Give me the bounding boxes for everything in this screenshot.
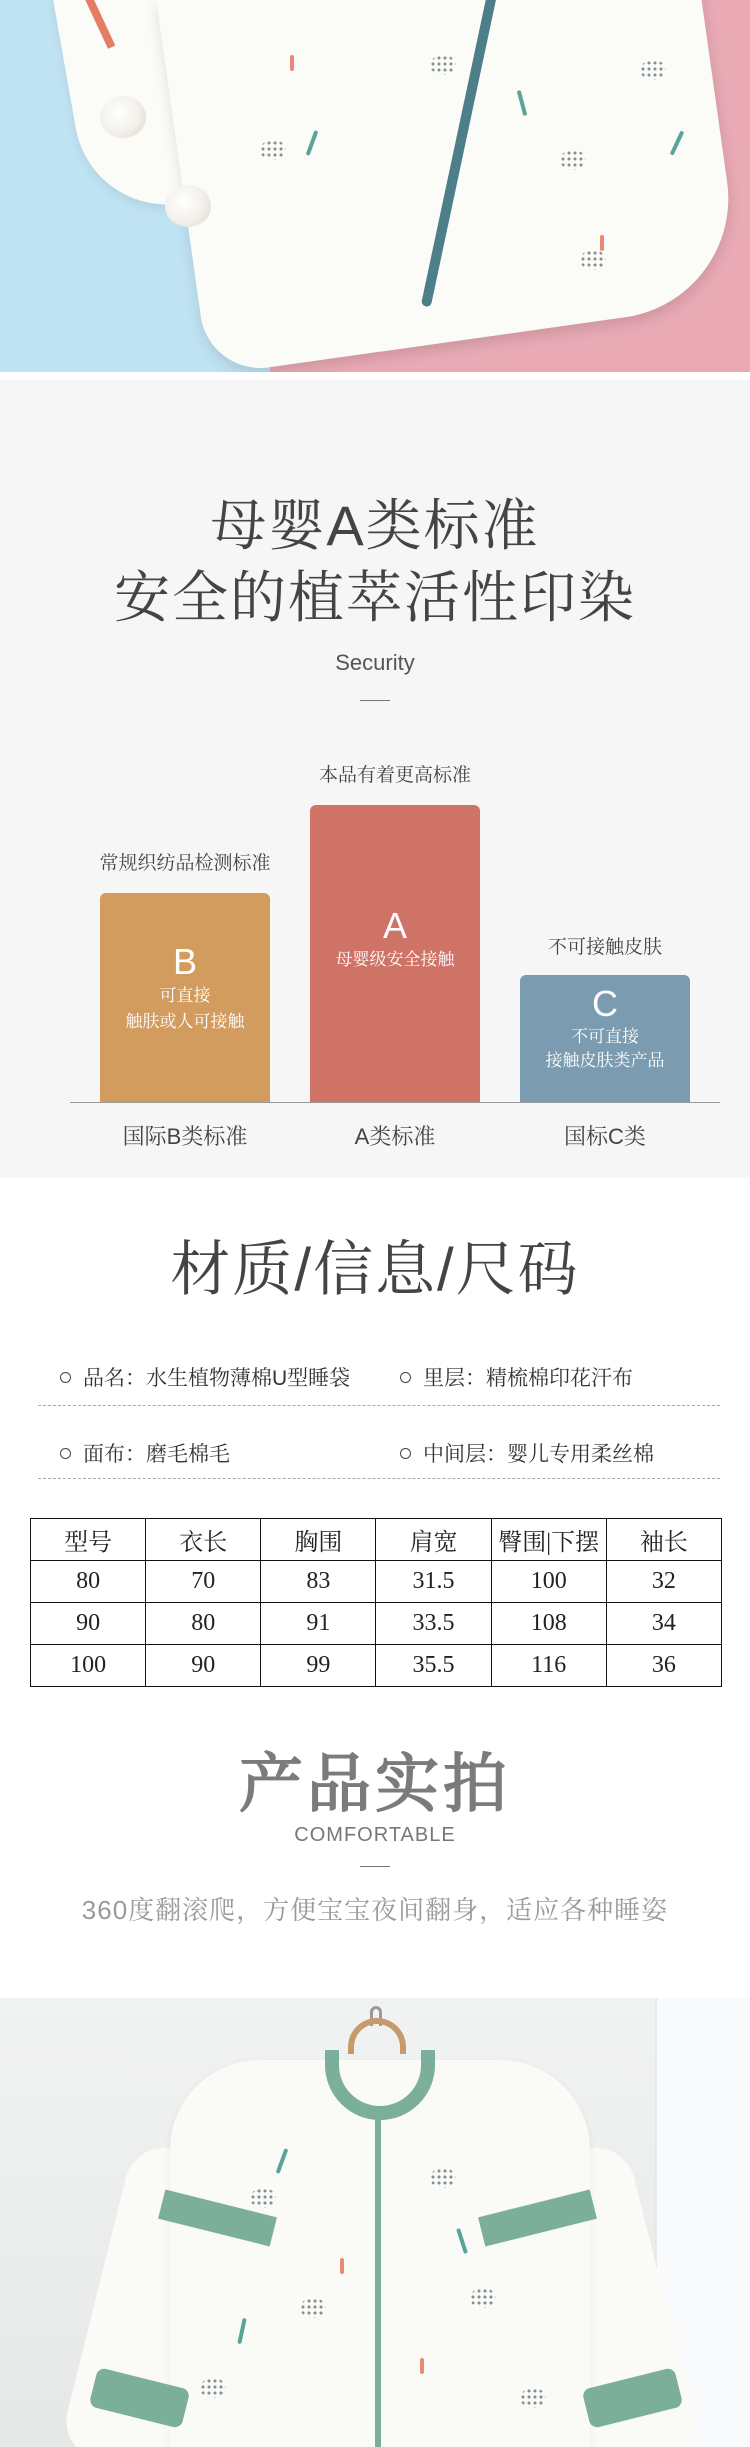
bar-b-caption: 常规织纺品检测标准 bbox=[99, 853, 271, 874]
bar-a-caption: 本品有着更高标准 bbox=[318, 765, 471, 786]
bar-a-text: 母婴级安全接触 bbox=[335, 950, 455, 969]
photos-description: 360度翻滚爬，方便宝宝夜间翻身，适应各种睡姿 bbox=[81, 1895, 669, 1925]
pattern-sprig bbox=[420, 2358, 424, 2374]
table-cell: 90 bbox=[146, 1645, 261, 1687]
table-cell: 35.5 bbox=[376, 1645, 491, 1687]
info-text: 面布：磨毛棉毛 bbox=[83, 1443, 230, 1466]
table-cell: 70 bbox=[146, 1561, 261, 1603]
pattern-dots bbox=[300, 2298, 326, 2318]
divider bbox=[360, 700, 390, 701]
table-cell: 108 bbox=[491, 1603, 606, 1645]
pattern-dots bbox=[250, 2188, 276, 2208]
bar-a bbox=[310, 805, 480, 1102]
info-item-name bbox=[60, 1362, 350, 1392]
table-cell: 31.5 bbox=[376, 1561, 491, 1603]
chart-baseline bbox=[70, 1102, 720, 1103]
table-cell: 36 bbox=[606, 1645, 721, 1687]
pattern-dots bbox=[520, 2388, 546, 2408]
table-header-cell: 型号 bbox=[31, 1519, 146, 1561]
table-cell: 116 bbox=[491, 1645, 606, 1687]
bar-b-axis-label: 国际B类标准 bbox=[122, 1124, 248, 1149]
product-photo bbox=[0, 1998, 750, 2447]
table-cell: 100 bbox=[491, 1561, 606, 1603]
info-text: 品名：水生植物薄棉U型睡袋 bbox=[83, 1367, 351, 1390]
pattern-dots bbox=[470, 2288, 496, 2308]
pattern-dots bbox=[430, 55, 456, 75]
info-text: 里层：精梳棉印花汗布 bbox=[423, 1367, 633, 1390]
table-header-row bbox=[31, 1519, 722, 1561]
table-cell: 99 bbox=[261, 1645, 376, 1687]
pattern-sprig bbox=[600, 235, 604, 251]
bar-c-letter: C bbox=[592, 983, 618, 1024]
bar-c-text: 不可直接 接触皮肤类产品 bbox=[545, 1027, 665, 1070]
table-cell: 90 bbox=[31, 1603, 146, 1645]
security-title-line1: 母婴A类标准 bbox=[210, 494, 540, 557]
hero-product-photo bbox=[0, 0, 750, 372]
table-row bbox=[31, 1561, 722, 1603]
photos-title: 产品实拍 bbox=[239, 1748, 511, 1820]
security-section bbox=[0, 380, 750, 1178]
divider bbox=[360, 1866, 390, 1867]
bullet-icon bbox=[60, 1448, 71, 1459]
pattern-dots bbox=[560, 150, 586, 170]
pattern-dots bbox=[430, 2168, 456, 2188]
table-cell: 80 bbox=[31, 1561, 146, 1603]
bar-c-axis-label: 国标C类 bbox=[564, 1124, 646, 1149]
table-cell: 33.5 bbox=[376, 1603, 491, 1645]
material-title: 材质/信息/尺码 bbox=[170, 1236, 580, 1303]
bullet-icon bbox=[400, 1372, 411, 1383]
security-title-line2: 安全的植萃活性印染 bbox=[114, 566, 636, 629]
pattern-dots bbox=[200, 2378, 226, 2398]
bar-b bbox=[100, 893, 270, 1102]
table-cell: 34 bbox=[606, 1603, 721, 1645]
cotton-ball-2 bbox=[165, 185, 211, 227]
pattern-sprig bbox=[290, 55, 294, 71]
bar-a-letter: A bbox=[382, 905, 407, 946]
table-header-cell: 袖长 bbox=[606, 1519, 721, 1561]
table-row bbox=[31, 1645, 722, 1687]
table-header-cell: 肩宽 bbox=[376, 1519, 491, 1561]
bar-b-letter: B bbox=[172, 941, 197, 982]
table-header-cell: 衣长 bbox=[146, 1519, 261, 1561]
pattern-dots bbox=[580, 250, 606, 270]
security-subtitle: Security bbox=[335, 650, 415, 675]
table-row bbox=[31, 1603, 722, 1645]
table-cell: 32 bbox=[606, 1561, 721, 1603]
info-text: 中间层：婴儿专用柔丝棉 bbox=[423, 1443, 654, 1466]
table-cell: 83 bbox=[261, 1561, 376, 1603]
size-table bbox=[30, 1518, 722, 1687]
table-header-cell: 胸围 bbox=[261, 1519, 376, 1561]
table-header-cell: 臀围|下摆 bbox=[491, 1519, 606, 1561]
garment-zipper bbox=[375, 2108, 381, 2447]
pattern-sprig bbox=[340, 2258, 344, 2274]
pattern-dots bbox=[260, 140, 286, 160]
pattern-dots bbox=[640, 60, 666, 80]
dashed-divider bbox=[38, 1478, 720, 1479]
bar-c-caption: 不可接触皮肤 bbox=[547, 937, 662, 958]
table-cell: 91 bbox=[261, 1603, 376, 1645]
bullet-icon bbox=[60, 1372, 71, 1383]
info-item-lining bbox=[400, 1362, 633, 1392]
table-cell: 100 bbox=[31, 1645, 146, 1687]
dashed-divider bbox=[38, 1405, 720, 1406]
info-item-middle-layer bbox=[400, 1438, 654, 1468]
bar-a-axis-label: A类标准 bbox=[354, 1124, 436, 1149]
bar-b-text: 可直接 触肤或人可接触 bbox=[125, 986, 245, 1031]
wooden-hanger bbox=[348, 2018, 406, 2054]
cotton-ball-1 bbox=[100, 96, 146, 138]
photos-subtitle: COMFORTABLE bbox=[294, 1824, 456, 1846]
table-cell: 80 bbox=[146, 1603, 261, 1645]
bar-c bbox=[520, 975, 690, 1102]
info-item-fabric bbox=[60, 1438, 230, 1468]
bullet-icon bbox=[400, 1448, 411, 1459]
